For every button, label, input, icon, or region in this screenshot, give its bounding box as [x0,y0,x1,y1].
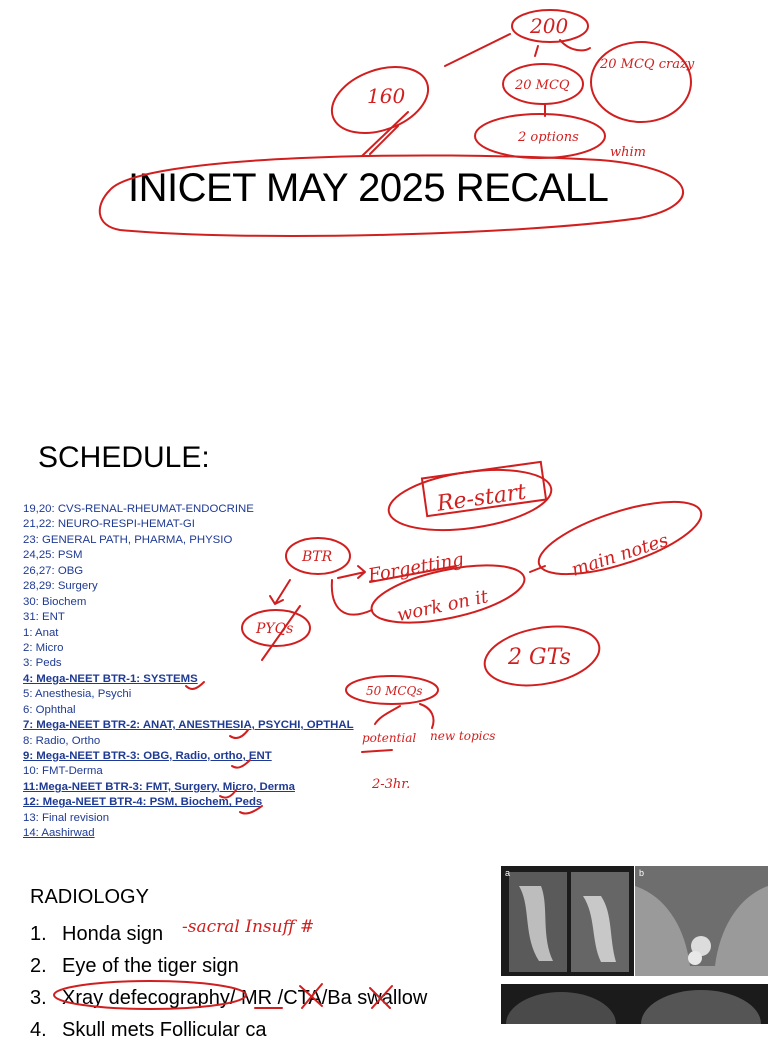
annotation-crazy: 20 MCQ crazy [600,57,695,72]
tick-btr3 [232,760,250,768]
annotation-gts: 2 GTs [508,645,571,670]
schedule-item: 8: Radio, Ortho [23,734,101,747]
schedule-item: 14: Aashirwad [23,827,95,840]
schedule-item: 2: Micro [23,641,64,654]
schedule-item: 3: Peds [23,657,62,670]
annotation-options: 2 options [518,130,579,145]
schedule-item: 12: Mega-NEET BTR-4: PSM, Biochem, Peds [23,796,263,809]
annotation-potential: potential [362,731,417,745]
panel-a-label: a [505,868,511,878]
annotation-whim: whim [610,145,646,160]
annotation-work: work on it [395,586,491,626]
schedule-item: 7: Mega-NEET BTR-2: ANAT, ANESTHESIA, PSYCHI, OPTHAL [23,719,354,732]
swallow-strike-b [372,986,392,1008]
page-title: INICET MAY 2025 RECALL [128,166,609,210]
tick-btr2 [230,730,248,738]
tick-btr3b [220,790,236,798]
annotation-50mcqs: 50 MCQs [366,684,423,698]
annotation-pyqs: PYQs [256,621,294,637]
tick-btr4 [240,806,262,814]
radiology-item-text: Xray defecography/ MR /CTA/Ba swallow [62,987,428,1009]
schedule-item: 13: Final revision [23,811,110,824]
circle-xray [54,981,246,1009]
schedule-item: 4: Mega-NEET BTR-1: SYSTEMS [23,672,198,685]
radiology-item-number: 2. [30,955,47,977]
schedule-item: 1: Anat [23,626,59,639]
annotation-mainnotes: main notes [568,529,671,581]
schedule-item: 5: Anesthesia, Psychi [23,688,132,701]
schedule-item: 9: Mega-NEET BTR-3: OBG, Radio, ortho, ENT [23,750,272,762]
schedule-item: 6: Ophthal [23,703,76,716]
annotation-hours: 2-3hr. [372,777,411,792]
radiology-item-text: Eye of the tiger sign [62,955,239,977]
circle-crazy [591,42,691,122]
connector-200-mcq [535,46,538,56]
annotation-200: 200 [530,14,569,38]
annotation-newtopics: new topics [430,729,496,743]
radiology-item-number: 1. [30,923,47,945]
annotation-btr: BTR [302,549,333,565]
circle-mainnotes [531,487,709,589]
connector-50mcqs [375,704,434,728]
schedule-item: 21,22: NEURO-RESPI-HEMAT-GI [23,518,195,531]
schedule-item: 23: GENERAL PATH, PHARMA, PHYSIO [23,533,233,546]
annotation-20mcq: 20 MCQ [515,78,570,93]
schedule-heading: SCHEDULE: [38,441,210,474]
radiology-heading: RADIOLOGY [30,886,149,908]
schedule-item: 30: Biochem [23,595,87,608]
connector-200-160 [445,34,510,66]
schedule-item: 19,20: CVS-RENAL-RHEUMAT-ENDOCRINE [23,503,254,515]
schedule-item: 31: ENT [23,611,65,624]
connector-160-a [362,112,408,156]
schedule-item: 26,27: OBG [23,564,84,577]
schedule-item: 24,25: PSM [23,549,83,562]
radiology-item-number: 4. [30,1019,47,1041]
schedule-item: 28,29: Surgery [23,580,98,593]
title-ellipse-stroke [100,155,683,236]
radiology-item-number: 3. [30,987,47,1009]
connector-btr-work [332,580,372,615]
annotation-sacral: -sacral Insuff # [182,917,315,937]
potential-underline [362,750,392,752]
schedule-item: 10: FMT-Derma [23,765,103,778]
tick-btr1 [186,682,204,689]
arrow-btr-pyqs [270,580,290,604]
radiology-item-text: Honda sign [62,923,164,945]
panel-b-label: b [639,868,645,878]
annotation-restart: Re-start [435,479,528,517]
annotation-forgetting: Forgetting [366,548,466,587]
schedule-item: 11:Mega-NEET BTR-3: FMT, Surgery, Micro, Derma [23,780,295,793]
radiology-item-text: Skull mets Follicular ca [62,1019,267,1041]
annotation-160: 160 [367,84,406,108]
